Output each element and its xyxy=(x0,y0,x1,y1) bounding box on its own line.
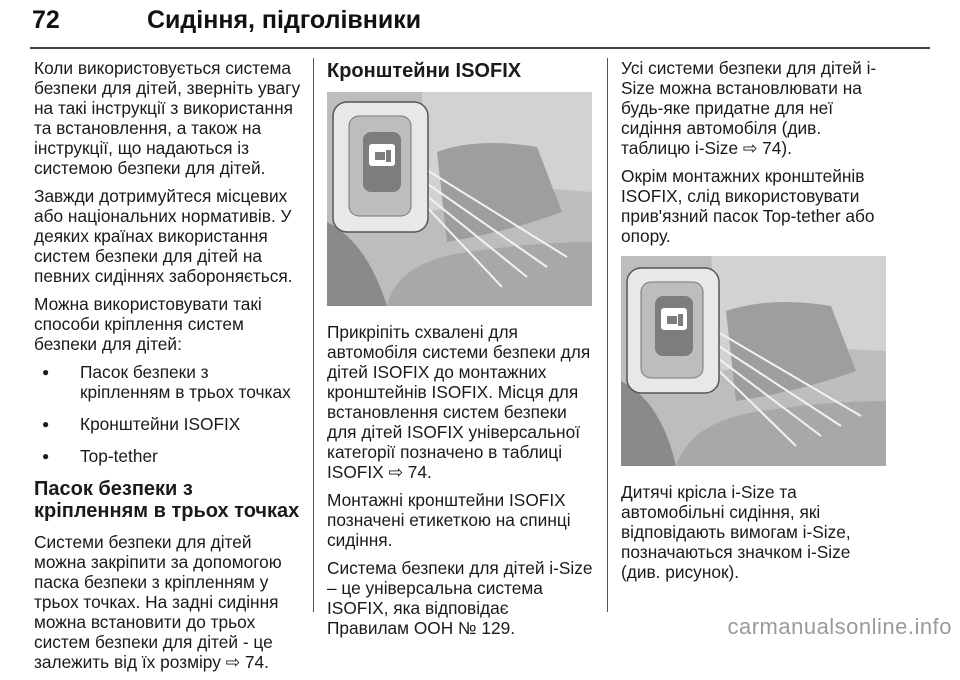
paragraph: Дитячі крісла i-Size та автомобільні сидіння, які відповідають вимогам i-Size, позначаються значком i-Size (див. рисунок). xyxy=(621,482,851,582)
page-header xyxy=(30,0,930,44)
bullet-item: ● Пасок безпеки з кріпленням в трьох точках xyxy=(34,362,302,402)
watermark: carmanualsonline.info xyxy=(727,614,952,639)
paragraph: Коли використовується система безпеки для дітей, зверніть увагу на такі інструкції з використання та встановлення, а також на інструкції, що надаються із системою безпеки для дітей. xyxy=(34,58,301,178)
page-number: 72 xyxy=(32,6,60,34)
bullet-item: ● Кронштейни ISOFIX xyxy=(34,414,302,434)
bullet-item: ● Top-tether xyxy=(34,446,302,466)
seat-drawing xyxy=(621,256,886,466)
bullet-list xyxy=(34,362,302,466)
paragraph: Системи безпеки для дітей можна закріпити за допомогою паска безпеки з кріпленням у трьох точках. На задні сидіння можна встановити до трьох систем безпеки для дітей - це залежить від їх розміру ⇨ 74. xyxy=(34,532,282,672)
column-left xyxy=(34,58,302,680)
isize-seat-illustration xyxy=(621,256,886,466)
paragraph: Можна використовувати такі способи кріплення систем безпеки для дітей: xyxy=(34,294,262,354)
column-middle xyxy=(327,58,595,646)
header-rule xyxy=(30,47,930,49)
isofix-seat-illustration xyxy=(327,92,592,306)
subheading: Кронштейни ISOFIX xyxy=(327,60,522,82)
paragraph: Система безпеки для дітей i-Size – це універсальна система ISOFIX, яка відповідає Правилам ООН № 129. xyxy=(327,558,593,638)
paragraph: Завжди дотримуйтеся місцевих або національних нормативів. У деяких країнах використання систем безпеки для дітей на певних сидіннях забороняється. xyxy=(34,186,293,286)
paragraph: Монтажні кронштейни ISOFIX позначені етикеткою на спинці сидіння. xyxy=(327,490,571,550)
paragraph: Усі системи безпеки для дітей i-Size можна встановлювати на будь-яке придатне для неї сидіння автомобіля (див. таблицю i-Size ⇨ 74). xyxy=(621,58,877,158)
section-title: Сидіння, підголівники xyxy=(147,6,422,34)
column-divider xyxy=(607,58,608,612)
paragraph: Прикріпіть схвалені для автомобіля системи безпеки для дітей ISOFIX до монтажних кронштейнів ISOFIX. Місця для встановлення систем безпеки для дітей ISOFIX універсальної категорії позначено в таблиці ISOFIX ⇨ 74. xyxy=(327,322,591,482)
subheading: Пасок безпеки з кріпленням в трьох точках xyxy=(34,478,300,522)
seat-drawing xyxy=(327,92,592,306)
column-divider xyxy=(313,58,314,612)
paragraph: Окрім монтажних кронштейнів ISOFIX, слід використовувати прив'язний пасок Top-tether або опору. xyxy=(621,166,875,246)
column-right xyxy=(621,58,891,590)
